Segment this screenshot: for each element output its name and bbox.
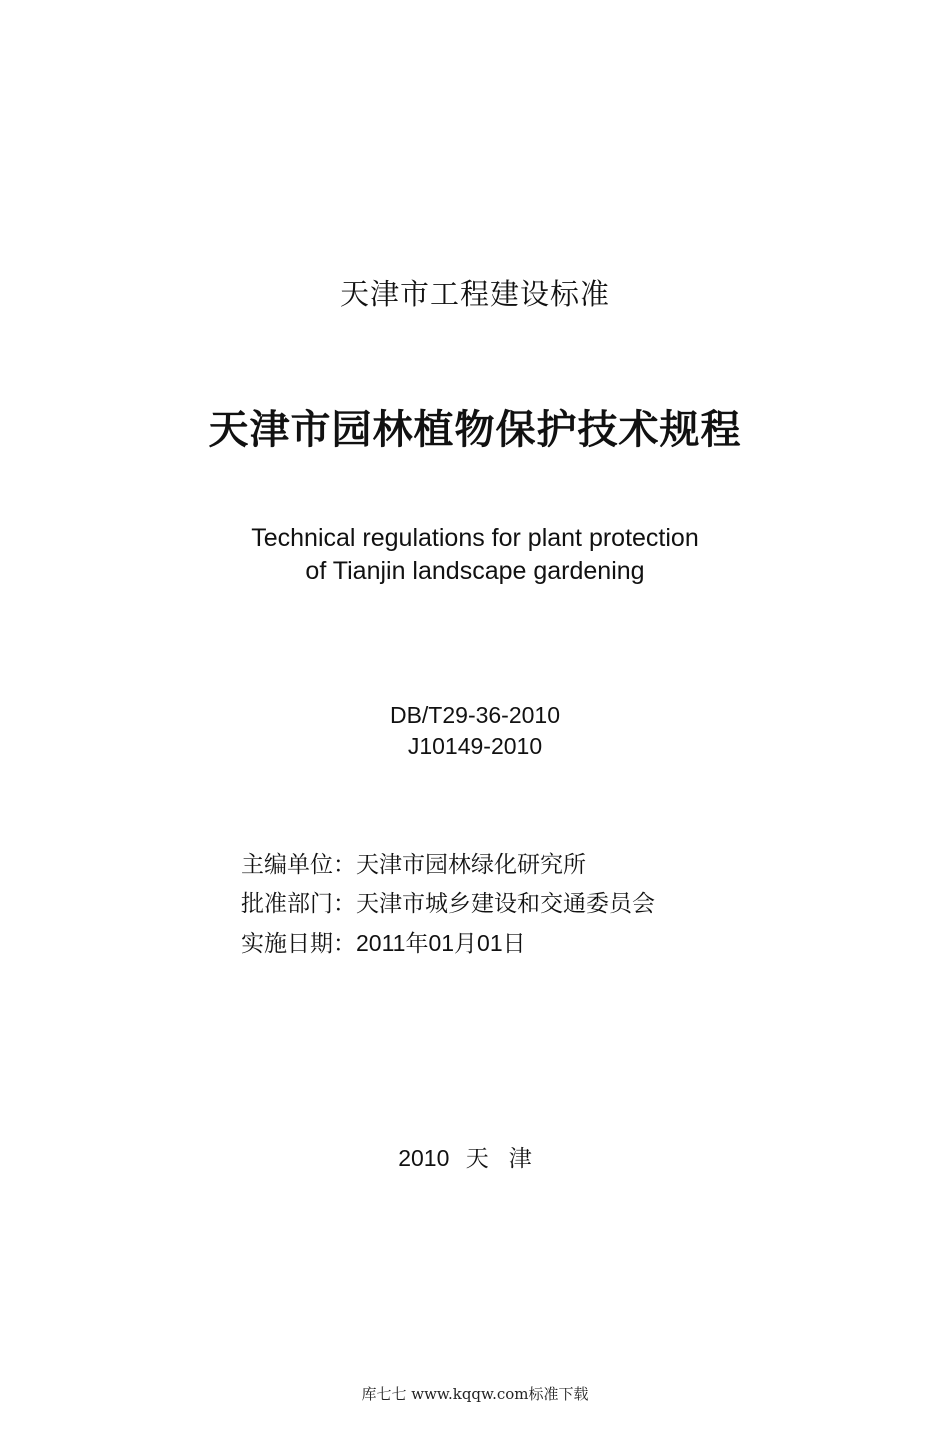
record-number: J10149-2010 [407, 733, 543, 759]
effective-date-label: 实施日期： [241, 931, 356, 957]
effective-date-value: 2011年01月01日 [356, 930, 526, 956]
standard-codes [0, 700, 950, 762]
publication-year-place [0, 1142, 950, 1174]
standard-number: DB/T29-36-2010 [389, 702, 561, 728]
document-title-english [0, 522, 950, 588]
document-title-chinese: 天津市园林植物保护技术规程 [208, 406, 742, 453]
series-title: 天津市工程建设标准 [339, 277, 610, 311]
publication-place: 天津 [465, 1145, 552, 1171]
approver-value: 天津市城乡建设和交通委员会 [356, 891, 655, 917]
title-en-line-1: Technical regulations for plant protection [251, 524, 699, 552]
effective-date-row [241, 924, 655, 964]
editor-row [241, 846, 655, 885]
download-watermark: 库七七 www.kqqw.com标准下载 [361, 1385, 589, 1403]
title-en-line-2: of Tianjin landscape gardening [305, 557, 645, 585]
publication-info [241, 846, 655, 964]
publication-year: 2010 [398, 1145, 450, 1171]
editor-value: 天津市园林绿化研究所 [356, 852, 586, 878]
editor-label: 主编单位： [241, 852, 356, 878]
approver-label: 批准部门： [241, 891, 356, 917]
approver-row [241, 885, 655, 924]
